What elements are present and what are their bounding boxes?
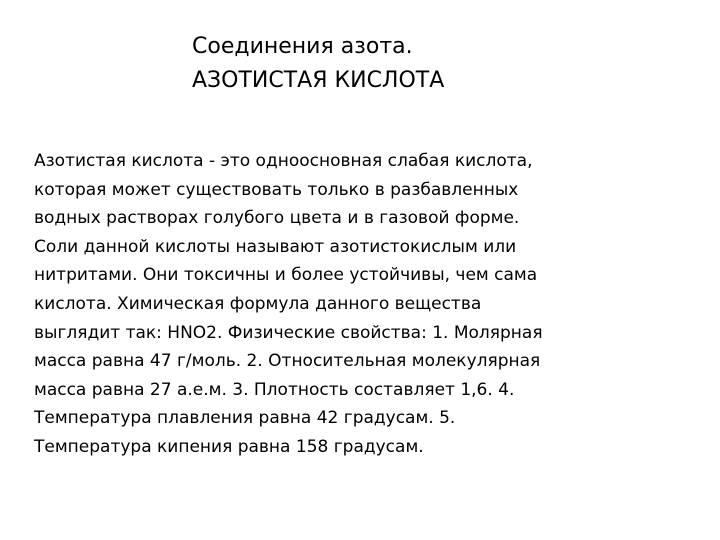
title-line: АЗОТИСТАЯ КИСЛОТА	[192, 68, 445, 93]
body-line: кислота. Химическая формула данного вещества	[34, 293, 482, 314]
body-line: масса равна 47 г/моль. 2. Относительная молекулярная	[34, 351, 541, 372]
body-line: водных растворах голубого цвета и в газовой форме.	[34, 208, 520, 229]
body-line: выглядит так: HNO2. Физические свойства: 1. Молярная	[34, 322, 543, 343]
slide-body-text	[34, 147, 694, 462]
body-line: Азотистая кислота - это одноосновная слабая кислота,	[34, 151, 533, 171]
body-line: нитритами. Они токсичны и более устойчивы, чем сама	[34, 265, 538, 286]
body-line: которая может существовать только в разбавленных	[34, 179, 519, 200]
body-line: масса равна 27 а.е.м. 3. Плотность составляет 1,6. 4.	[34, 379, 515, 400]
slide-title	[192, 30, 692, 98]
body-line: Соли данной кислоты называют азотистокислым или	[34, 236, 517, 257]
body-line: Температура кипения равна 158 градусам.	[34, 436, 424, 457]
body-line: Температура плавления равна 42 градусам. 5.	[34, 408, 456, 429]
title-line: Соединения азота.	[192, 34, 413, 59]
